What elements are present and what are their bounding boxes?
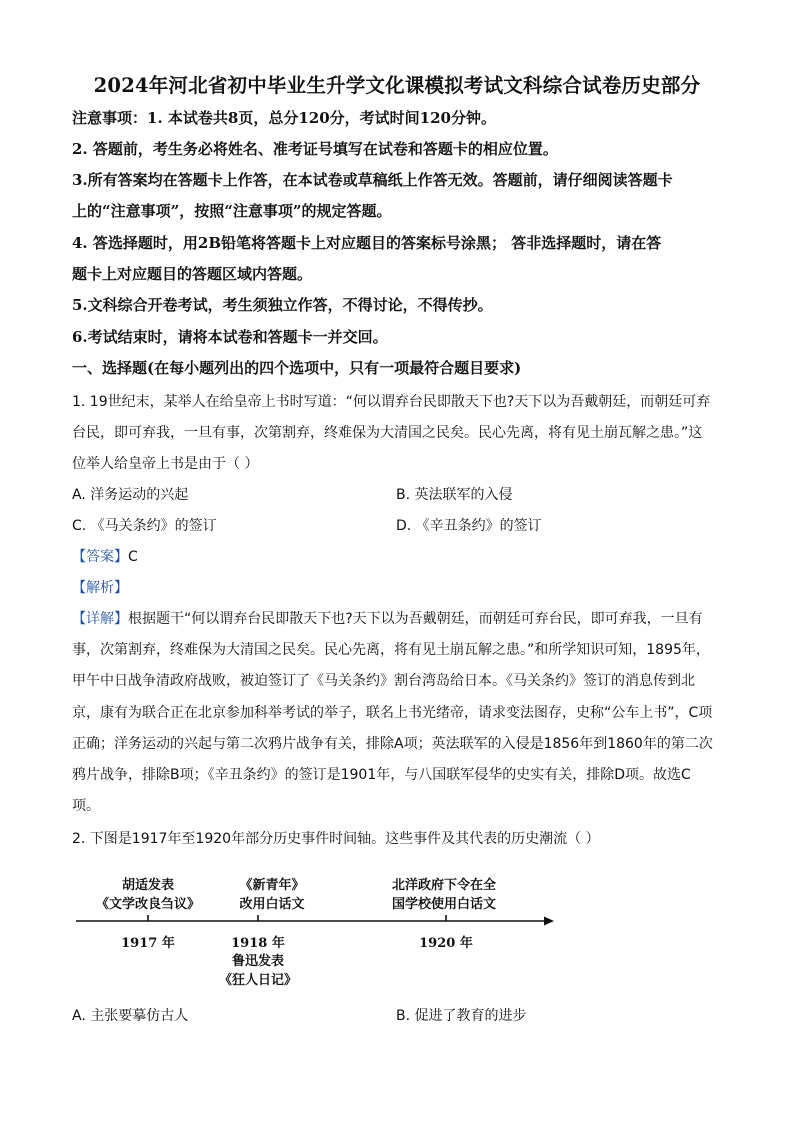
q1-option-d: D. 《辛丑条约》的签订 (396, 518, 542, 534)
event-3-line-1: 北洋政府下令在全 (391, 878, 496, 893)
q1-analysis-tag (72, 577, 128, 597)
note-line-3: 3.所有答案均在答题卡上作答，在本试卷或草稿纸上作答无效。答题前，请仔细阅读答题卡 (72, 171, 673, 189)
event-3-line-2: 国学校使用白话文 (391, 897, 496, 912)
event-2-line-1: 《新青年》 (239, 878, 305, 893)
year-1917: 1917 年 (121, 936, 175, 951)
q1-detail-line-5: 正确；洋务运动的兴起与第二次鸦片战争有关，排除A项；英法联军的入侵是1856年到1860年的第二次 (72, 736, 713, 752)
q1-option-c: C. 《马关条约》的签订 (72, 518, 217, 534)
q1-stem-line-2: 台民，即可弃我，一旦有事，次第割弃，终难保为大清国之民矣。民心先离，将有见土崩瓦解之患。”这 (72, 425, 703, 441)
event-1-line-1: 胡适发表 (121, 878, 174, 893)
q2-stem: 2. 下图是1917年至1920年部分历史事件时间轴。这些事件及其代表的历史潮流（ ） (72, 831, 600, 847)
note-line-8: 6.考试结束时，请将本试卷和答题卡一并交回。 (72, 328, 388, 346)
q1-detail-line-1 (72, 608, 732, 628)
note-line-5: 4. 答选择题时，用2B铅笔将答题卡上对应题目的答案标号涂黑； 答非选择题时，请在答 (72, 234, 662, 252)
q1-option-b: B. 英法联军的入侵 (396, 487, 513, 503)
detail-text-1: 根据题干“何以谓弃台民即散天下也?天下以为吾戴朝廷，而朝廷可弃台民，即可弃我，一旦有 (128, 611, 703, 627)
q1-detail-line-4: 京，康有为联合正在北京参加科举考试的举子，联名上书光绪帝，请求变法图存，史称“公车上书”，C项 (72, 705, 713, 721)
note-line-7: 5.文科综合开卷考试，考生须独立作答，不得讨论，不得传抄。 (72, 296, 493, 314)
section-heading: 一、选择题(在每小题列出的四个选项中，只有一项最符合题目要求) (72, 359, 522, 377)
q1-detail-line-7: 项。 (72, 798, 100, 814)
detail-tag: 【详解】 (72, 611, 128, 627)
note-line-4: 上的“注意事项”，按照“注意事项”的规定答题。 (72, 202, 392, 220)
axis-arrow (544, 917, 554, 926)
exam-title: 2024年河北省初中毕业生升学文化课模拟考试文科综合试卷历史部分 (93, 74, 701, 97)
q1-answer (72, 546, 138, 566)
note-line-1: 注意事项：1. 本试卷共8页，总分120分，考试时间120分钟。 (72, 109, 496, 127)
event-4-line-1: 鲁迅发表 (231, 954, 284, 969)
year-1918: 1918 年 (231, 936, 285, 951)
year-1920: 1920 年 (419, 936, 473, 951)
timeline-axis (70, 912, 560, 932)
q1-detail-line-2: 事，次第割弃，终难保为大清国之民矣。民心先离，将有见土崩瓦解之患。”和所学知识可知，1895年， (72, 642, 710, 658)
q1-stem-line-3: 位举人给皇帝上书是由于（ ） (72, 456, 259, 472)
note-line-2: 2. 答题前，考生务必将姓名、准考证号填写在试卷和答题卡的相应位置。 (72, 140, 558, 158)
q1-stem-line-1: 1. 19世纪末，某举人在给皇帝上书时写道：“何以谓弃台民即散天下也?天下以为吾戴朝廷，而朝廷可弃 (72, 394, 711, 410)
q1-detail-line-3: 甲午中日战争清政府战败，被迫签订了《马关条约》割台湾岛给日本。《马关条约》签订的消息传到北 (72, 673, 695, 689)
analysis-tag: 【解析】 (72, 580, 128, 596)
answer-value: C (128, 549, 138, 565)
event-4-line-2: 《狂人日记》 (218, 973, 297, 988)
event-1-line-2: 《文学改良刍议》 (95, 897, 200, 912)
q2-option-a: A. 主张要摹仿古人 (72, 1008, 189, 1024)
q1-option-a: A. 洋务运动的兴起 (72, 487, 189, 503)
answer-tag: 【答案】 (72, 549, 128, 565)
event-2-line-2: 改用白话文 (239, 897, 305, 912)
q2-option-b: B. 促进了教育的进步 (396, 1008, 527, 1024)
q1-detail-line-6: 鸦片战争，排除B项；《辛丑条约》的签订是1901年，与八国联军侵华的史实有关，排除D项。故选C (72, 767, 691, 783)
note-line-6: 题卡上对应题目的答题区域内答题。 (72, 265, 313, 283)
